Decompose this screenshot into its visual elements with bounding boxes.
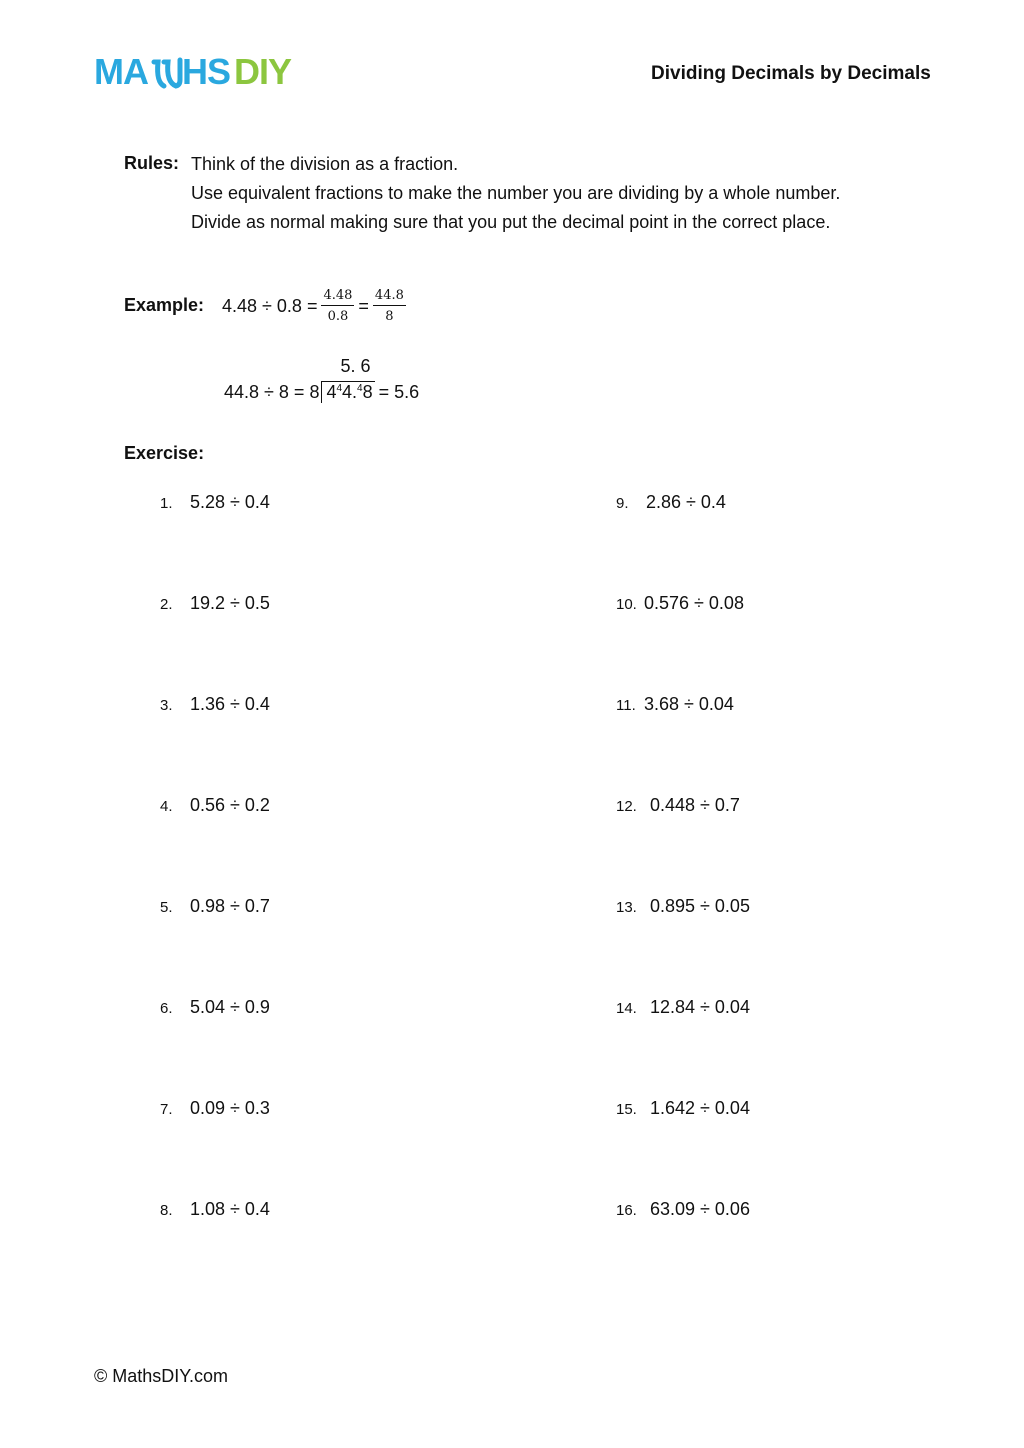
- question-expression: 5.28 ÷ 0.4: [190, 492, 270, 512]
- question-number: 9.: [616, 495, 629, 512]
- question-number: 12.: [616, 798, 637, 815]
- copyright-footer: © MathsDIY.com: [94, 1366, 228, 1386]
- question-item: [616, 896, 750, 917]
- fraction-1-numerator: 4.48: [321, 288, 354, 306]
- example-step-1: [222, 283, 410, 329]
- question-item: [616, 694, 734, 715]
- mathsdiy-logo: [94, 52, 304, 92]
- question-number: 11.: [616, 697, 636, 714]
- fraction-1: [321, 288, 354, 324]
- question-item: [160, 1098, 270, 1119]
- question-expression: 1.36 ÷ 0.4: [190, 694, 270, 714]
- question-number: 15.: [616, 1101, 637, 1118]
- question-number: 6.: [160, 1000, 173, 1017]
- question-number: 3.: [160, 697, 173, 714]
- question-expression: 63.09 ÷ 0.06: [650, 1199, 750, 1219]
- rule-line-3: Divide as normal making sure that you put the decimal point in the correct place.: [191, 212, 831, 232]
- page-title: Dividing Decimals by Decimals: [651, 63, 931, 84]
- question-number: 10.: [616, 596, 637, 613]
- fraction-1-denominator: 0.8: [327, 309, 349, 324]
- question-number: 2.: [160, 596, 173, 613]
- rule-line-2: Use equivalent fractions to make the number you are dividing by a whole number.: [191, 183, 841, 203]
- question-expression: 1.08 ÷ 0.4: [190, 1199, 270, 1219]
- question-number: 8.: [160, 1202, 173, 1219]
- question-expression: 12.84 ÷ 0.04: [650, 997, 750, 1017]
- question-item: [160, 593, 270, 614]
- question-item: [160, 694, 270, 715]
- fraction-2-numerator: 44.8: [373, 288, 406, 306]
- question-item: [616, 997, 750, 1018]
- fraction-2-denominator: 8: [385, 309, 394, 324]
- question-number: 16.: [616, 1202, 637, 1219]
- logo-mark: [94, 52, 304, 92]
- question-item: [616, 1199, 750, 1220]
- question-expression: 0.56 ÷ 0.2: [190, 795, 270, 815]
- carry-digit: 4: [357, 383, 363, 394]
- question-expression: 0.09 ÷ 0.3: [190, 1098, 270, 1118]
- dividend-digit: 8: [362, 382, 373, 402]
- svg-text:MA: MA: [94, 52, 148, 92]
- question-expression: 0.448 ÷ 0.7: [650, 795, 740, 815]
- rules-label: Rules:: [124, 153, 180, 173]
- rule-line-1: Think of the division as a fraction.: [191, 154, 459, 174]
- question-expression: 2.86 ÷ 0.4: [646, 492, 726, 512]
- question-number: 13.: [616, 899, 637, 916]
- question-expression: 5.04 ÷ 0.9: [190, 997, 270, 1017]
- question-number: 7.: [160, 1101, 173, 1118]
- question-item: [160, 492, 270, 513]
- question-item: [616, 492, 726, 513]
- equals-sign: =: [358, 295, 369, 316]
- example-label: Example:: [124, 295, 205, 315]
- question-item: [160, 1199, 270, 1220]
- question-expression: 0.895 ÷ 0.05: [650, 896, 750, 916]
- exercise-label: Exercise:: [124, 443, 205, 463]
- long-division-quotient: 5. 6: [340, 356, 371, 376]
- question-item: [616, 1098, 750, 1119]
- question-item: [616, 593, 744, 614]
- example-step-2: [224, 356, 420, 403]
- question-item: [160, 997, 270, 1018]
- example-expression: 4.48 ÷ 0.8 =: [222, 295, 318, 316]
- fraction-2: [373, 288, 406, 324]
- question-item: [616, 795, 740, 816]
- question-number: 1.: [160, 495, 173, 512]
- question-expression: 19.2 ÷ 0.5: [190, 593, 270, 613]
- question-number: 5.: [160, 899, 173, 916]
- long-division-result: = 5.6: [378, 382, 420, 402]
- question-item: [160, 896, 270, 917]
- dividend-digit: 4.: [342, 382, 358, 402]
- svg-text:HS: HS: [182, 52, 231, 92]
- carry-digit: 4: [336, 383, 343, 394]
- question-number: 4.: [160, 798, 173, 815]
- long-division-bracket: [321, 356, 374, 403]
- question-expression: 3.68 ÷ 0.04: [644, 694, 734, 714]
- dividend-digit: 4: [326, 382, 337, 402]
- question-item: [160, 795, 270, 816]
- question-number: 14.: [616, 1000, 637, 1017]
- svg-text:DIY: DIY: [234, 52, 292, 92]
- long-division-expression: 44.8 ÷ 8 = 8: [224, 382, 320, 402]
- question-expression: 0.576 ÷ 0.08: [644, 593, 744, 613]
- question-expression: 0.98 ÷ 0.7: [190, 896, 270, 916]
- question-expression: 1.642 ÷ 0.04: [650, 1098, 750, 1118]
